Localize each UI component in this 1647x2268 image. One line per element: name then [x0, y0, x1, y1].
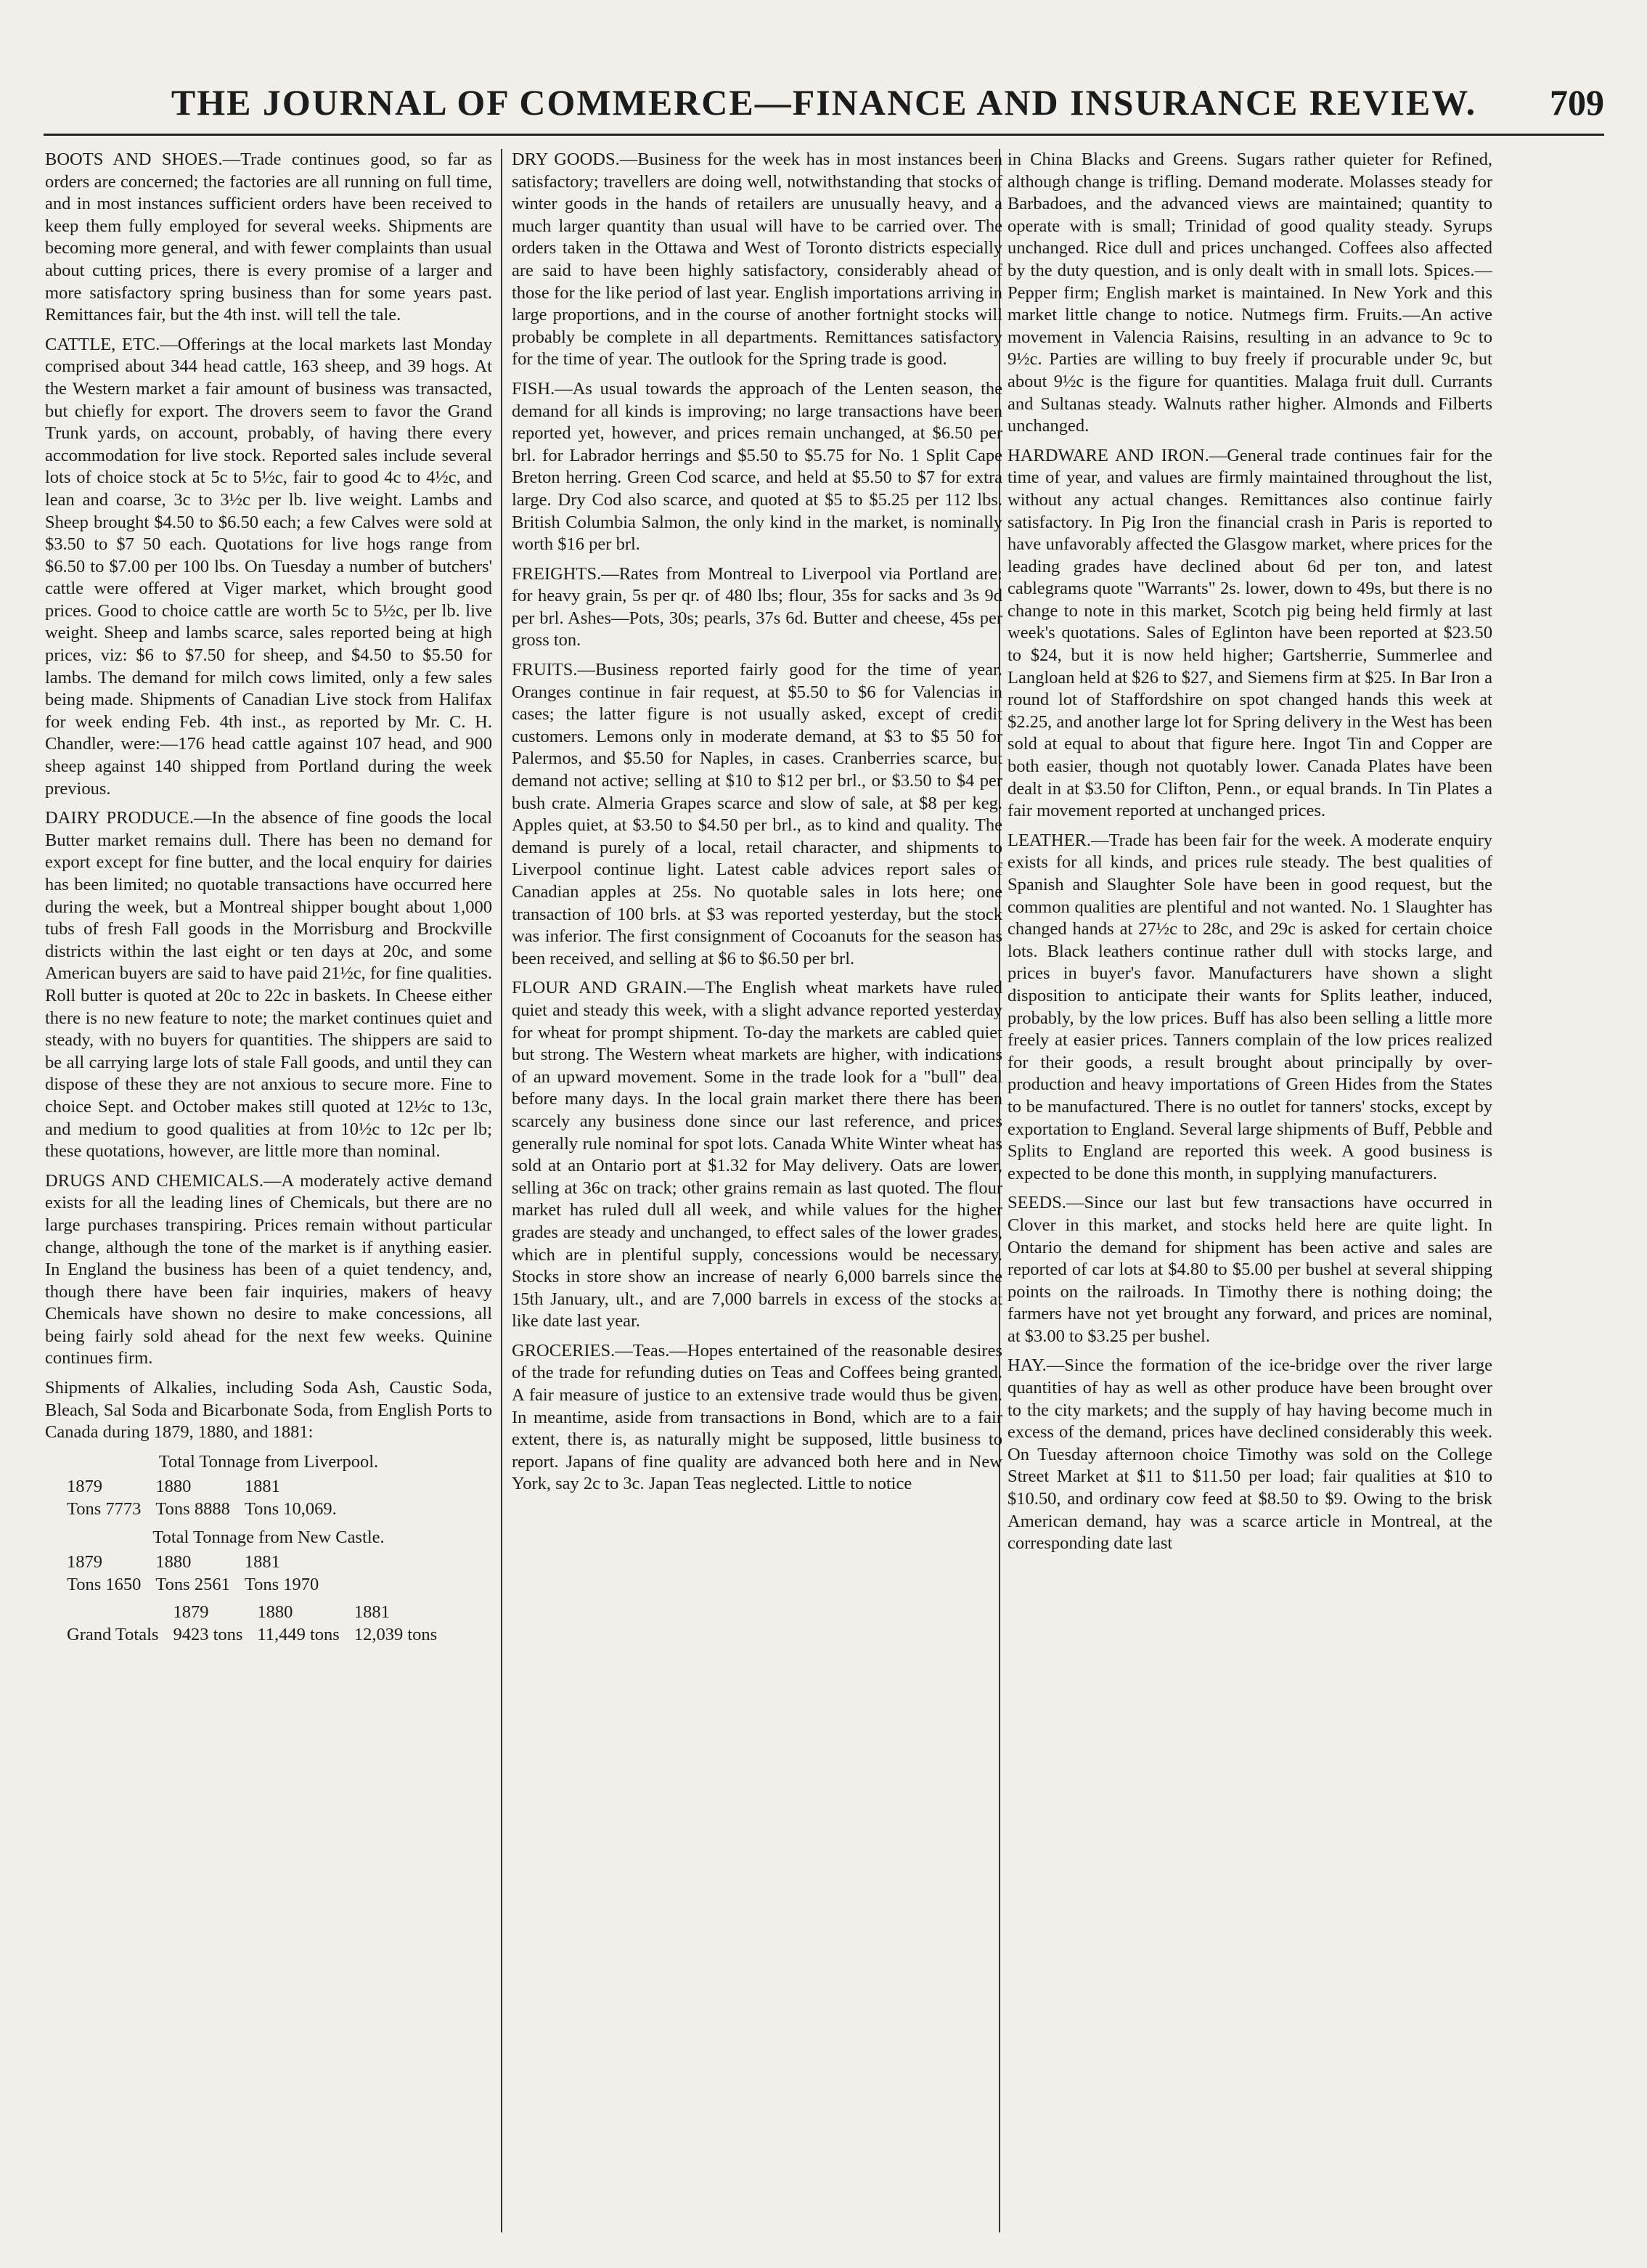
grand-totals-label: Grand Totals — [67, 1625, 159, 1644]
year-cell: 1879 — [67, 1552, 102, 1572]
year-cell: 1879 — [67, 1477, 102, 1497]
column-2 — [512, 149, 1002, 2232]
year-cell: 1881 — [353, 1602, 390, 1623]
freights-paragraph: FREIGHTS.—Rates from Montreal to Liverpool via Portland are: for heavy grain, 5s per qr. of 480 lbs; flour, 35s for sacks and 3s 9d per brl. Ashes—Pots, 30s; pearls, 37s 6d. Butter and cheese, 45s per gross ton. — [512, 563, 1002, 650]
page-header — [44, 81, 1604, 126]
year-cell: 1881 — [244, 1477, 280, 1497]
year-cell: 1880 — [257, 1602, 293, 1623]
newcastle-table — [60, 1551, 326, 1596]
tons-cell: Tons 2561 — [155, 1574, 230, 1594]
table-row — [60, 1498, 344, 1521]
alkalies-paragraph: Shipments of Alkalies, including Soda Ash, Caustic Soda, Bleach, Sal Soda and Bicarbonate Soda, from English Ports to Canada during 1879, 1880, and 1881: — [45, 1378, 492, 1443]
seeds-paragraph: SEEDS.—Since our last but few transactions have occurred in Clover in this market, and stocks held here are quite light. In Ontario the demand for shipment has been active and sales are reported of car lots at $4.80 to $5.00 per bushel at several shipping points on the railroads. In Timothy there is nothing doing; the farmers have not yet brought any forward, and prices are nominal, at $3.00 to $3.25 per bushel. — [1008, 1193, 1492, 1346]
column-1 — [45, 149, 492, 2232]
drugs-chemicals-paragraph: DRUGS AND CHEMICALS.—A moderately active demand exists for all the leading lines of Chemicals, but there are no large purchases transpiring. Prices remain without particular change, although the tone of the market is if anything easier. In England the business has been of a quiet tendency, and, though there have been fair inquiries, makers of heavy Chemicals have shown no desire to make concessions, all being fairly sold ahead for the next few weeks. Quinine continues firm. — [45, 1170, 492, 1368]
table-row — [60, 1476, 344, 1498]
year-cell: 1880 — [155, 1477, 192, 1497]
tons-cell: Tons 1970 — [244, 1574, 319, 1594]
tons-cell: Tons 7773 — [67, 1499, 142, 1520]
fish-paragraph: FISH.—As usual towards the approach of the Lenten season, the demand for all kinds is improving; no large transactions have been reported yet, however, and prices remain unchanged, at $6.50 per brl. for Labrador herrings and $5.50 to $5.75 for No. 1 Split Cape Breton herring. Green Cod scarce, and held at $5.50 to $7 for extra large. Dry Cod also scarce, and quoted at $5 to $5.25 per 112 lbs. British Columbia Salmon, the only kind in the market, is nominally worth $16 per brl. — [512, 378, 1002, 555]
hardware-iron-paragraph: HARDWARE AND IRON.—General trade continues fair for the time of year, and values are firmly maintained throughout the list, without any actual changes. Remittances also continue fairly satisfactory. In Pig Iron the financial crash in Paris is reported to have unfavorably affected the Glasgow market, where prices for the leading grades have declined about 6d per ton, and latest cablegrams quote "Warrants" 2s. lower, down to 49s, but there is no change to note in this market, Scotch pig being held firmly at last week's quotations. Sales of Eglinton have been reported at $23.50 to $24, but it is now held higher; Gartsherrie, Summerlee and Langloan held at $26 to $27, and Siemens firm at $25. In Bar Iron a round lot of Staffordshire on spot changed hands this week at $2.25, and another large lot for Spring delivery in the West has been sold at equal to about that figure here. Ingot Tin and Copper are both easier, though not quotably lower. Canada Plates have been dealt in at $3.50 for Clifton, Penn., or equal brands. In Tin Plates a fair movement reported at unchanged prices. — [1008, 445, 1492, 821]
tons-cell: Tons 8888 — [155, 1499, 230, 1520]
cattle-paragraph: CATTLE, ETC.—Offerings at the local markets last Monday comprised about 344 head cattle, 163 sheep, and 39 hogs. At the Western market a fair amount of business was transacted, but chiefly for export. The drovers seem to favor the Grand Trunk yards, on account, probably, of having there every accommodation for live stock. Reported sales include several lots of choice stock at 5c to 5½c, fair to good 4c to 4½c, and lean and coarse, 3c to 3½c per lb. live weight. Lambs and Sheep brought $4.50 to $6.50 each; a few Calves were sold at $3.50 to $7 50 each. Quotations for live hogs range from $6.50 to $7.00 per 100 lbs. On Tuesday a number of butchers' cattle were offered at Viger market, which brought good prices. Good to choice cattle are worth 5c to 5½c, per lb. live weight. Sheep and lambs scarce, sales reported being at high prices, viz: $6 to $7.50 for sheep, and $4.50 to $5.50 for lambs. The demand for milch cows limited, only a few sales being made. Shipments of Canadian Live stock from Halifax for week ending Feb. 4th inst., as reported by Mr. C. H. Chandler, were:—176 head cattle against 107 head, and 900 sheep against 140 shipped from Portland during the week previous. — [45, 334, 492, 799]
dry-goods-paragraph: DRY GOODS.—Business for the week has in most instances been satisfactory; travellers are doing well, notwithstanding that stocks of winter goods in the hands of retailers are unusually heavy, and a much larger quantity than usual will have to be carried over. The orders taken in the Ottawa and West of Toronto districts especially are said to have been highly satisfactory, considerably ahead of those for the like period of last year. English importations arriving in large proportions, and in the course of another fortnight stocks will probably be complete in all departments. Remittances satisfactory for the time of year. The outlook for the Spring trade is good. — [512, 150, 1002, 370]
journal-title: THE JOURNAL OF COMMERCE—FINANCE AND INSURANCE REVIEW. — [171, 82, 1477, 123]
header-rule — [44, 134, 1604, 136]
groceries-continued-paragraph: in China Blacks and Greens. Sugars rather quieter for Refined, although change is trifling. Demand moderate. Molasses steady for Barbadoes, and the advanced views are maintained; quantity to operate with is small; Trinidad of good quality steady. Syrups unchanged. Rice dull and prices unchanged. Coffees also affected by the duty question, and is only dealt with in small lots. Spices.—Pepper firm; English market is maintained. In New York and this market little change to notice. Nutmegs firm. Fruits.—An active movement in Valencia Raisins, resulting in an advance to 9c to 9½c. Parties are willing to buy freely if procurable under 9c, but about 9½c is the figure for quantities. Malaga fruit dull. Currants and Sultanas steady. Walnuts rather higher. Almonds and Filberts unchanged. — [1008, 150, 1492, 436]
table-row — [60, 1602, 444, 1624]
column-divider — [501, 149, 502, 2232]
flour-grain-paragraph: FLOUR AND GRAIN.—The English wheat markets have ruled quiet and steady this week, with a slight advance reported yesterday for wheat for prompt shipment. To-day the markets are cabled quiet but strong. The Western wheat markets are higher, with indications of an upward movement. Some in the trade look for a "bull" deal before many days. In the local grain market there there has been scarcely any business done since our last reference, and prices generally rule nominal for spot lots. Canada White Winter wheat has sold at an Ontario port at $1.32 for May delivery. Oats are lower, selling at 36c on track; other grains remain as last quoted. The flour market has ruled dull all week, and while values for the higher grades are steady and unchanged, to effect sales of the lower grades, which are in plentiful supply, concessions would be necessary. Stocks in store show an increase of nearly 6,000 barrels since the 15th January, ult., and are 7,000 barrels in excess of the stocks at like date last year. — [512, 978, 1002, 1331]
tons-cell: 9423 tons — [173, 1625, 243, 1644]
table-row — [60, 1551, 326, 1574]
tons-cell: Tons 1650 — [67, 1574, 142, 1594]
boots-and-shoes-paragraph: BOOTS AND SHOES.—Trade continues good, so far as orders are concerned; the factories are all running on full time, and in most instances sufficient orders have been received to keep them fully employed for several weeks. Shipments are becoming more general, and with fewer complaints than usual about cutting prices, there is every promise of a larger and more satisfactory spring business than for some years past. Remittances fair, but the 4th inst. will tell the tale. — [45, 150, 492, 325]
tons-cell: 12,039 tons — [353, 1625, 438, 1644]
year-cell: 1880 — [155, 1552, 192, 1572]
tons-cell: 11,449 tons — [257, 1625, 340, 1644]
leather-paragraph: LEATHER.—Trade has been fair for the week. A moderate enquiry exists for all kinds, and prices rule steady. The best qualities of Spanish and Slaughter Sole have been in good request, but the common qualities are plentiful and not wanted. No. 1 Slaughter has changed hands at 27½c to 28c, and 29c is asked for certain choice lots. Black leathers continue rather dull with stocks large, and prices in buyer's favor. Manufacturers have shown a slight disposition to anticipate their wants for Splits leather, induced, probably, by the low prices. Buff has also been selling a little more freely at easier prices. Tanners complain of the low prices realized for their goods, a result brought about principally by over-production and heavy importations of Green Hides from the States to be manufactured. There is no outlet for tanners' stocks, except by exportation to England. Several large shipments of Buff, Pebble and Splits to England are reported this week. A good business is expected to be done this month, in supplying manufacturers. — [1008, 830, 1492, 1183]
groceries-paragraph: GROCERIES.—Teas.—Hopes entertained of the reasonable desires of the trade for refunding duties on Teas and Coffees being granted. A fair measure of justice to an extensive trade would thus be given. In meantime, aside from transactions in Bond, which are to a fair extent, there is, as naturally might be supposed, little business to report. Japans of fine quality are advanced both here and in New York, say 2c to 3c. Japan Teas neglected. Little to notice — [512, 1340, 1002, 1494]
grand-totals-table — [60, 1602, 444, 1646]
tons-cell: Tons 10,069. — [244, 1499, 337, 1520]
liverpool-table — [60, 1476, 344, 1520]
fruits-paragraph: FRUITS.—Business reported fairly good for the time of year. Oranges continue in fair request, at $5.50 to $6 for Valencias in cases; the latter figure is not usually asked, except of credit customers. Lemons only in moderate demand, at $3 to $5 50 for Palermos, and $5.50 for Naples, in cases. Cranberries scarce, but demand not active; selling at $10 to $12 per brl., or $3.50 to $4 per bush crate. Almeria Grapes scarce and slow of sale, at $8 per keg. Apples quiet, at $3.50 to $4.50 per brl., as to kind and quality. The demand is purely of a local, retail character, and shipments to Liverpool continue light. Latest cable advices report sales of Canadian apples at 25s. No quotable sales in lots here; one transaction of 100 brls. at $3 was reported yesterday, but the stock was inferior. The first consignment of Cocoanuts for the season has been received, and selling at $6 to $6.50 per brl. — [512, 660, 1002, 968]
column-3 — [1008, 149, 1492, 2232]
year-cell: 1881 — [244, 1552, 280, 1572]
newcastle-caption: Total Tonnage from New Castle. — [152, 1527, 385, 1547]
liverpool-caption: Total Tonnage from Liverpool. — [158, 1451, 379, 1472]
dairy-produce-paragraph: DAIRY PRODUCE.—In the absence of fine goods the local Butter market remains dull. There has been no demand for export except for fine butter, and the local enquiry for dairies has been limited; no quotable transactions have occurred here during the week, but a Montreal shipper bought about 1,000 tubs of fresh Fall goods in the Morrisburg and Brockville districts within the last eight or ten days at 20c, and some American buyers are said to have paid 21½c, for fine qualities. Roll butter is quoted at 20c to 22c in baskets. In Cheese either there is no new feature to note; the market continues quiet and steady, with no buyers for quantities. The shippers are said to be all carrying large lots of stale Fall goods, and until they can dispose of these they are not anxious to secure more. Fine to choice Sept. and October makes still quoted at 12½c to 13c, and medium to good qualities at from 10½c to 12c per lb; these quotations, however, are little more than nominal. — [45, 808, 492, 1162]
year-cell: 1879 — [173, 1602, 209, 1623]
table-row — [60, 1574, 326, 1596]
hay-paragraph: HAY.—Since the formation of the ice-bridge over the river large quantities of hay as well as other produce have been brought over to the city markets; and the supply of hay having become much in excess of the demand, prices have declined considerably this week. On Tuesday afternoon choice Timothy was sold on the College Street Market at $11 to $11.50 per load; fair qualities at $10 to $10.50, and ordinary cow feed at $8.50 to $9. Owing to the brisk American demand, hay was a scarce article in Montreal, at the corresponding date last — [1008, 1355, 1492, 1554]
table-row — [60, 1624, 444, 1647]
page-number: 709 — [1550, 82, 1604, 123]
